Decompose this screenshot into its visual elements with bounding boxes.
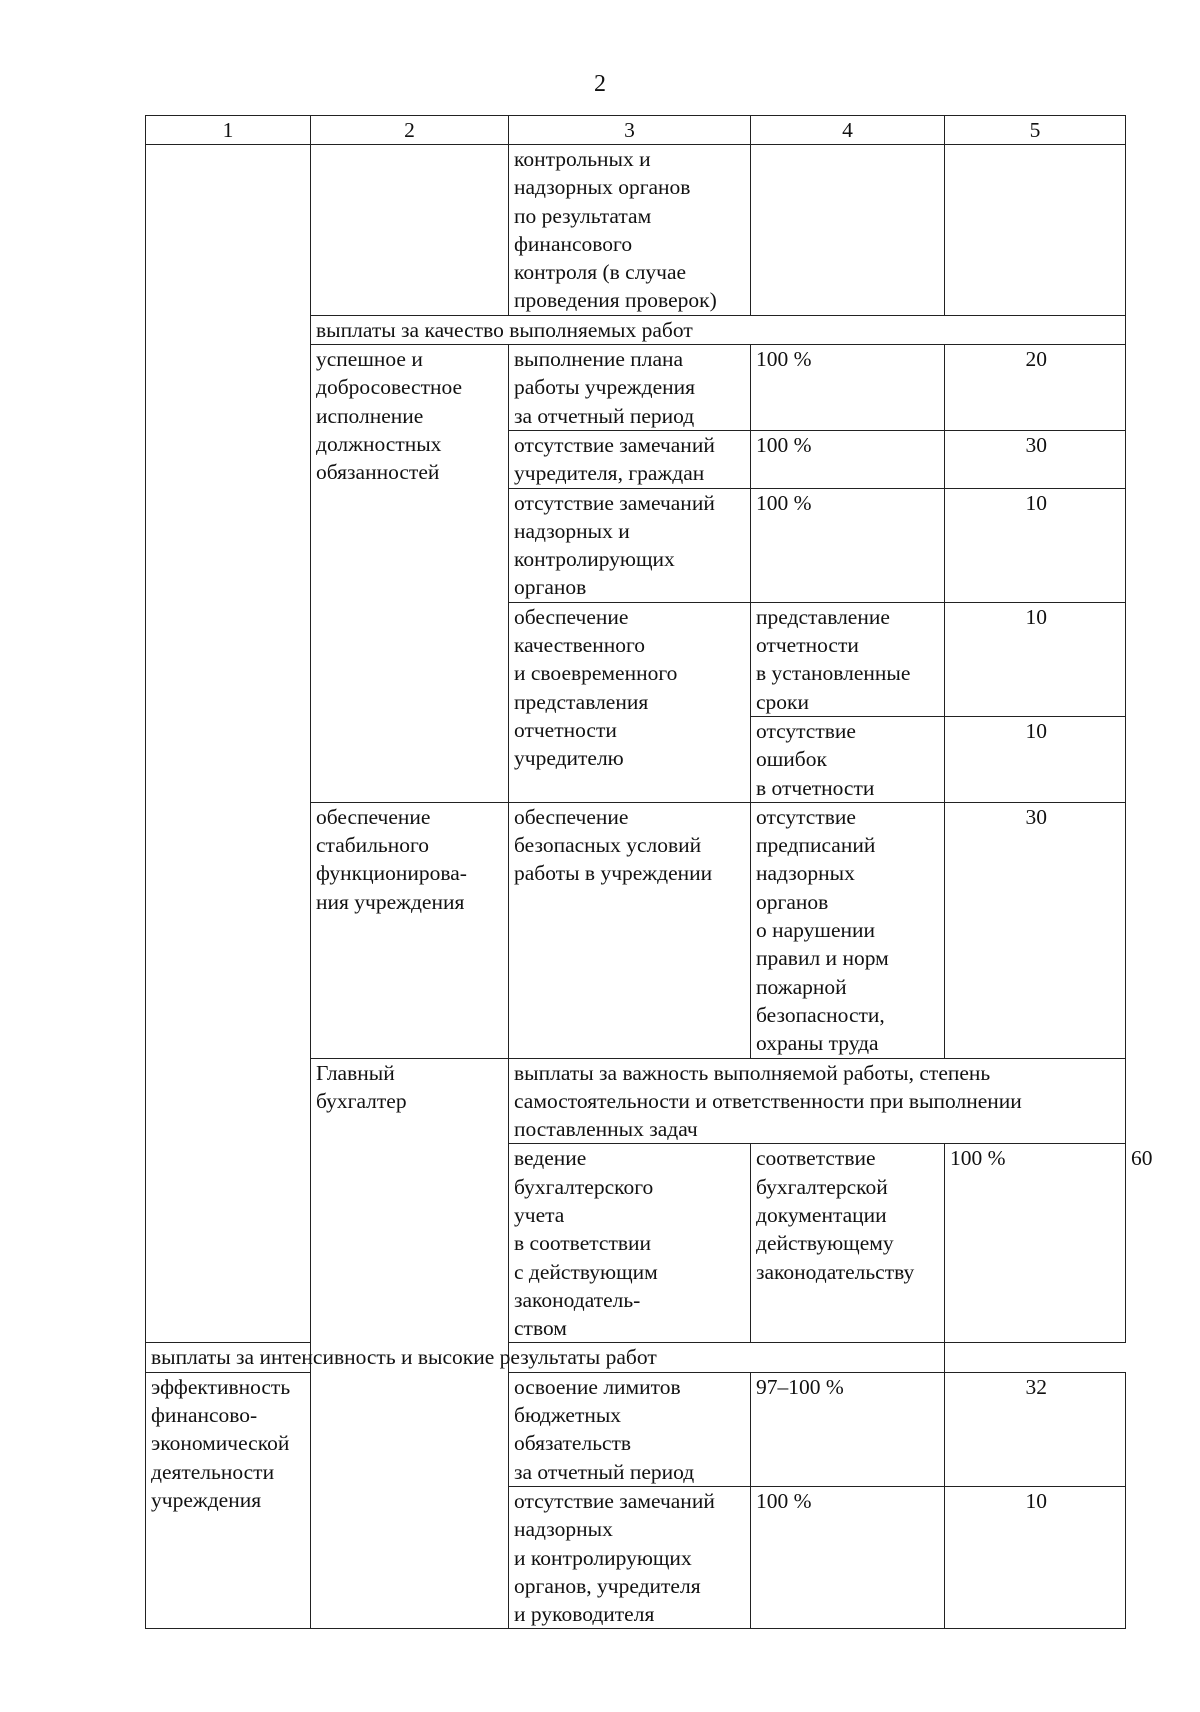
points-cell: 32 (945, 1372, 1126, 1486)
points-cell: 30 (945, 802, 1126, 1058)
table-header-row (146, 116, 1126, 145)
section-row (146, 1343, 1126, 1372)
table-row (146, 145, 1126, 316)
condition-cell: отсутствие предписаний надзорных органов о нарушении правил и норм пожарной безопасности, охраны труда (751, 802, 945, 1058)
section-title-quality: выплаты за качество выполняемых работ (311, 315, 1126, 344)
condition-cell: отсутствие ошибок в отчетности (751, 716, 945, 802)
condition-cell: 100 % (751, 1486, 945, 1628)
indicator-cell: обеспечение безопасных условий работы в учреждении (509, 802, 751, 1058)
indicator-cell: отсутствие замечаний учредителя, граждан (509, 430, 751, 488)
section-title-importance: выплаты за важность выполняемой работы, степень самостоятельности и ответственности при выполнении поставленных задач (509, 1058, 1126, 1144)
points-cell: 30 (945, 430, 1126, 488)
table-row (146, 1372, 1126, 1486)
points-cell (945, 145, 1126, 316)
position-cell-chief-accountant: Главный бухгалтер (311, 1058, 509, 1629)
points-cell: 20 (945, 345, 1126, 431)
criterion-cell: успешное и добросовестное исполнение должностных обязанностей (311, 345, 509, 803)
column-header-2: 2 (311, 116, 509, 145)
indicator-cell: отсутствие замечаний надзорных и контролирующих органов (509, 488, 751, 602)
condition-cell: 100 % (945, 1144, 1126, 1343)
condition-cell: 100 % (751, 345, 945, 431)
table-row: ведение бухгалтерского учета в соответствии с действующим законодатель- ством соответствие бухгалтерской документации действующему законодательству 100 % 60 (146, 1144, 1126, 1343)
position-cell-empty (146, 145, 311, 1343)
indicator-cell: контрольных и надзорных органов по результатам финансового контроля (в случае проведения проверок) (509, 145, 751, 316)
condition-cell: 100 % (751, 430, 945, 488)
points-cell: 10 (945, 1486, 1126, 1628)
criterion-cell: ведение бухгалтерского учета в соответствии с действующим законодатель- ством (509, 1144, 751, 1343)
column-header-1: 1 (146, 116, 311, 145)
criterion-cell (311, 145, 509, 316)
column-header-5: 5 (945, 116, 1126, 145)
condition-cell: представление отчетности в установленные сроки (751, 602, 945, 716)
condition-cell: 100 % (751, 488, 945, 602)
indicator-cell: обеспечение качественного и своевременного представления отчетности учредителю (509, 602, 751, 802)
indicator-cell: выполнение плана работы учреждения за отчетный период (509, 345, 751, 431)
points-cell: 10 (945, 602, 1126, 716)
points-cell: 10 (945, 488, 1126, 602)
page-number: 2 (594, 71, 606, 97)
indicator-cell: соответствие бухгалтерской документации действующему законодательству (751, 1144, 945, 1343)
column-header-3: 3 (509, 116, 751, 145)
condition-cell: 97–100 % (751, 1372, 945, 1486)
column-header-4: 4 (751, 116, 945, 145)
criterion-cell: обеспечение стабильного функционирова- ния учреждения (311, 802, 509, 1058)
criterion-cell: эффективность финансово- экономической деятельности учреждения (146, 1372, 311, 1629)
criteria-table (145, 115, 1153, 1629)
section-title-intensity: выплаты за интенсивность и высокие результаты работ (146, 1343, 945, 1372)
indicator-cell: отсутствие замечаний надзорных и контролирующих органов, учредителя и руководителя (509, 1486, 751, 1628)
condition-cell (751, 145, 945, 316)
indicator-cell: освоение лимитов бюджетных обязательств за отчетный период (509, 1372, 751, 1486)
points-cell: 10 (945, 716, 1126, 802)
